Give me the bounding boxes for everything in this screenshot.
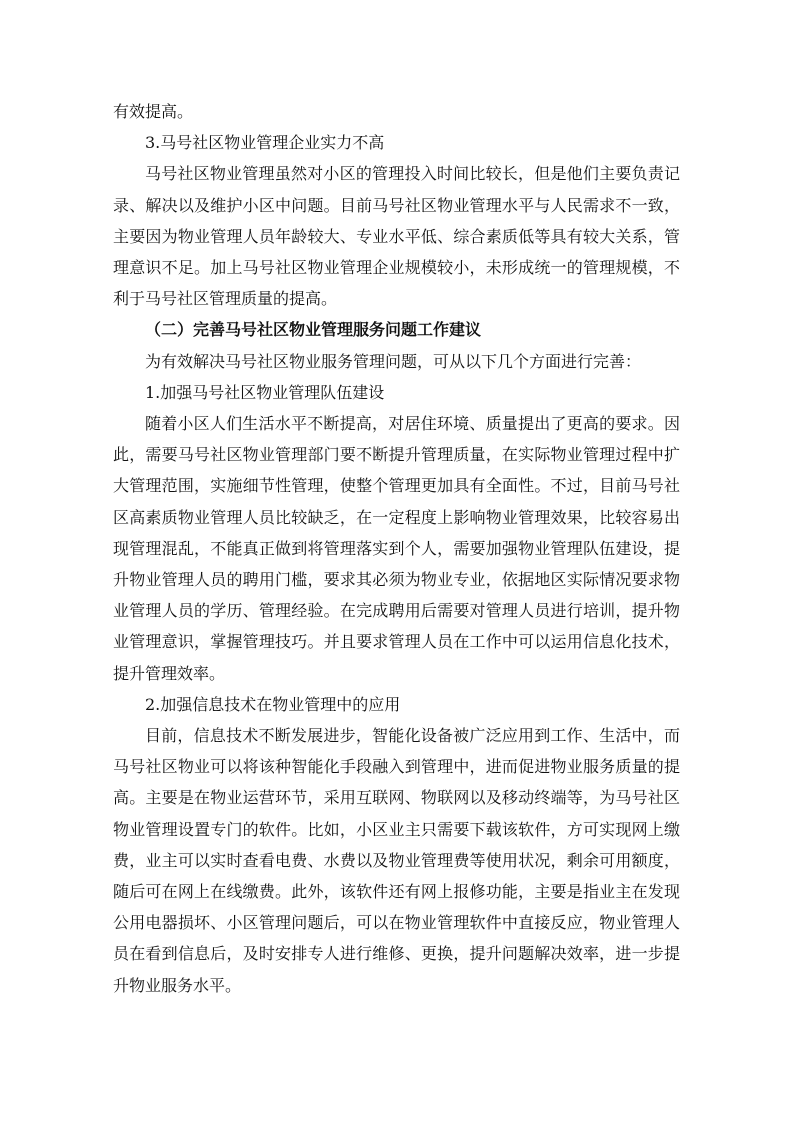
subheading-information-technology: 2.加强信息技术在物业管理中的应用	[145, 694, 401, 714]
paragraph-enterprise-strength: 马号社区物业管理虽然对小区的管理投入时间比较长，但是他们主要负责记录、解决以及维护小区中问题。目前马号社区物业管理水平与人民需求不一致，主要因为物业管理人员年龄较大、专业水平低、综合素质低等具有较大关系，管理意识不足。加上马号社区物业管理企业规模较小，未形成统一的管理规模，不利于马号社区管理质量的提高。	[113, 164, 680, 309]
subheading-team-building: 1.加强马号社区物业管理队伍建设	[145, 382, 385, 402]
paragraph-intro-suggestions: 为有效解决马号社区物业服务管理问题，可从以下几个方面进行完善：	[145, 351, 642, 371]
subheading-enterprise-strength: 3.马号社区物业管理企业实力不高	[145, 133, 385, 153]
section-heading-suggestions: （二）完善马号社区物业管理服务问题工作建议	[145, 320, 482, 340]
paragraph-team-building: 随着小区人们生活水平不断提高，对居住环境、质量提出了更高的要求。因此，需要马号社区物业管理部门要不断提升管理质量，在实际物业管理过程中扩大管理范围，实施细节性管理，使整个管理更加具有全面性。不过，目前马号社区高素质物业管理人员比较缺乏，在一定程度上影响物业管理效果，比较容易出现管理混乱，不能真正做到将管理落实到个人，需要加强物业管理队伍建设，提升物业管理人员的聘用门槛，要求其必须为物业专业，依据地区实际情况要求物业管理人员的学历、管理经验。在完成聘用后需要对管理人员进行培训，提升物业管理意识，掌握管理技巧。并且要求管理人员在工作中可以运用信息化技术，提升管理效率。	[113, 414, 680, 683]
document-body	[113, 96, 680, 1001]
paragraph-information-technology: 目前，信息技术不断发展进步，智能化设备被广泛应用到工作、生活中，而马号社区物业可以将该种智能化手段融入到管理中，进而促进物业服务质量的提高。主要是在物业运营环节，采用互联网、物联网以及移动终端等，为马号社区物业管理设置专门的软件。比如，小区业主只需要下载该软件，方可实现网上缴费，业主可以实时查看电费、水费以及物业管理费等使用状况，剩余可用额度，随后可在网上在线缴费。此外，该软件还有网上报修功能，主要是指业主在发现公用电器损坏、小区管理问题后，可以在物业管理软件中直接反应，物业管理人员在看到信息后，及时安排专人进行维修、更换，提升问题解决效率，进一步提升物业服务水平。	[113, 726, 680, 995]
paragraph-continued: 有效提高。	[113, 102, 194, 121]
